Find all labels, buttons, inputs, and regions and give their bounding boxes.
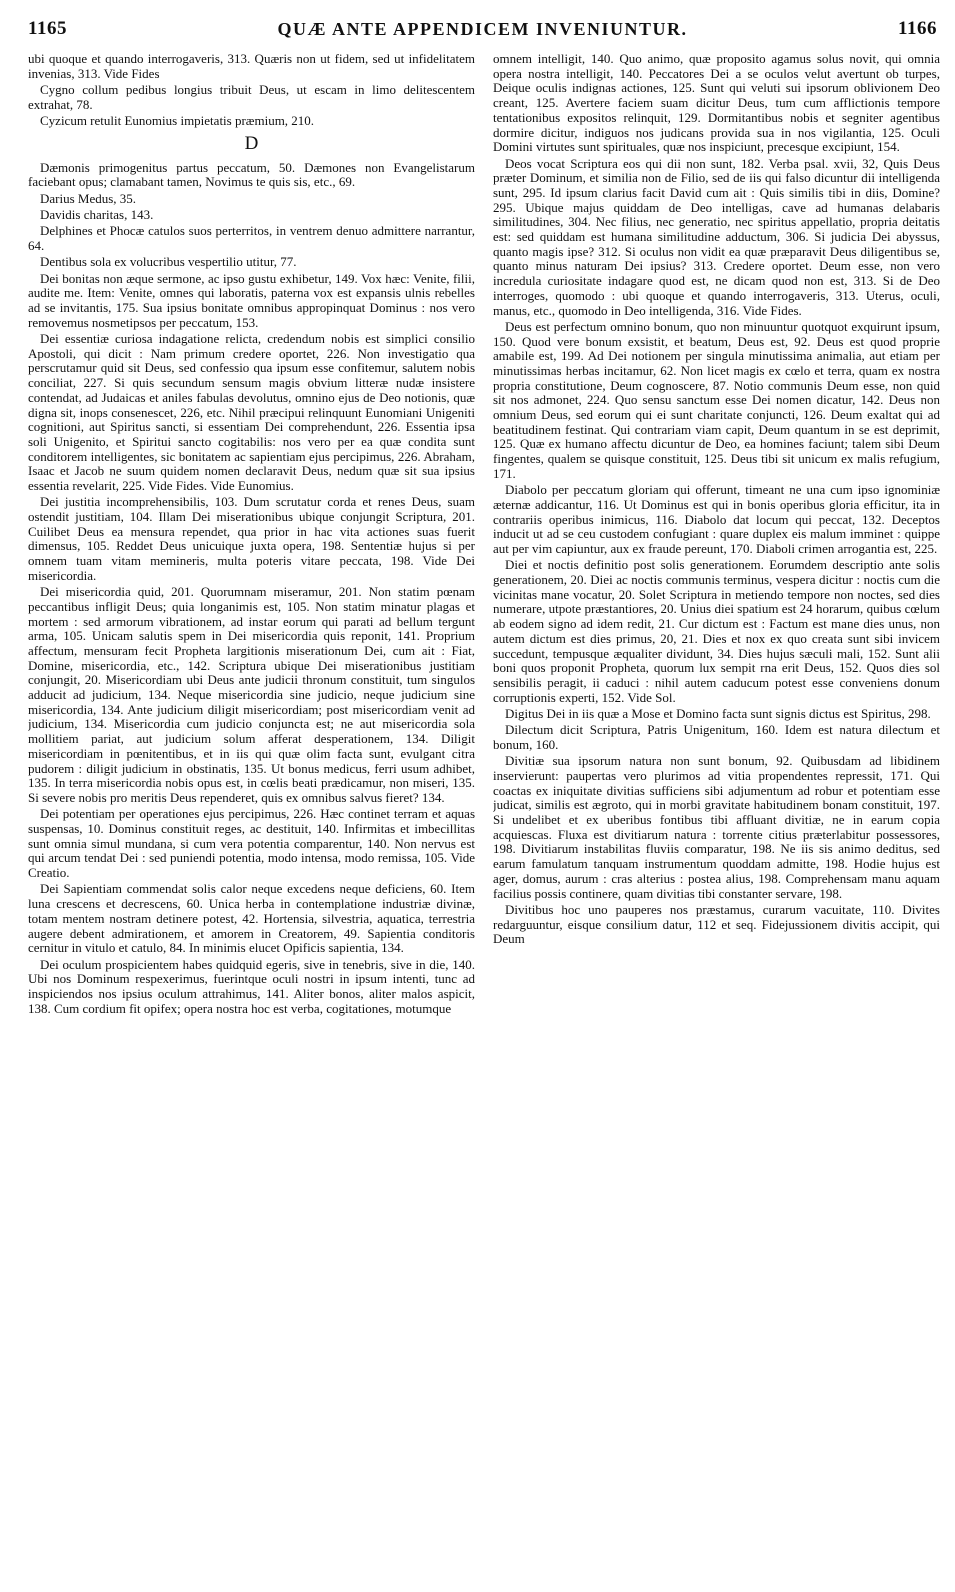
index-entry: Dei oculum prospicientem habes quidquid egeris, sive in tenebris, sive in die, 140. Ubi nos Dominum respexerimus, fuerintque oculi nostri in ipsum intenti, tunc ad inspiciendos nos ipsius oculum attrahimus, 141. Aliter bonos, aliter malos aspicit, 138. Cum cordium fit opifex; opera nostra hoc est verba, cogitationes, motumque (28, 956, 475, 1016)
index-entry: ubi quoque et quando interrogaveris, 313. Quæris non ut fidem, sed ut infidelitatem invenias, 313. Vide Fides (28, 52, 475, 81)
index-entry: Diei et noctis definitio post solis generationem. Eorumdem descriptio ante solis generationem, 20. Diei ac noctis communis terminus, vespera dicitur : noctis cum die vicinitas mane vocatur, 20. Solet Scriptura in metiendo tempore non noctes, sed dies numerare, utpote præstantiores, 20. Unius diei spatium est 24 horarum, quibus cœlum ab eodem signo ad idem redit, 21. Cur dictum est : Factum est mane dies unus, non autem dictum est dies primus, 20, 21. Dies et nox ex quo creata sunt sibi invicem succedunt, tempusque æqualiter dividunt, 34. Dies hujus sæculi mali, 152. Sunt alii boni quos proponit Propheta, quorum lux sempit rna erit Deus, 152. Quos dies sol sensibilis peragit, ii caduci : nihil autem caducum potest esse conveniens donum corruptionis experti, 152. Vide Sol. (493, 557, 940, 705)
index-entry: Digitus Dei in iis quæ a Mose et Domino facta sunt signis dictus est Spiritus, 298. (505, 705, 931, 721)
index-entry: Divitibus hoc uno pauperes nos præstamus, curarum vacuitate, 110. Divites redarguuntur, eisque consilium datur, 112 et seq. Fidejussionem divitis accipit, qui Deum (493, 901, 940, 947)
index-entry: Diabolo per peccatum gloriam qui offerunt, timeant ne una cum ipso ignominiæ æternæ addicantur, 116. Ut Dominus est qui in bonis operibus gloria efficitur, ita in contrariis operibus inimicus, 116. Diabolo dat locum qui peccat, 132. Deceptos inducit ut ad se ceu custodem confugiant : quare duplex eis malum imminet : quippe aut per vim capiuntur, aux ex fraude pereunt, 170. Diaboli crimen arrogantia est, 225. (493, 482, 940, 556)
index-entry: Dei Sapientiam commendat solis calor neque excedens neque deficiens, 60. Item luna crescens et decrescens, 60. Unica herba in contemplatione industriæ divinæ, totam mentem nostram detinere potest, 42. Hortensia, silvestria, aquatica, terrestria augere debent admirationem, et amorem in Creatorem, 49. Sapientia conditoris cernitur in vitulo et catulo, 84. In minimis elucet Opificis sapientia, 134. (28, 881, 475, 956)
text-columns (28, 52, 940, 1582)
right-column (493, 52, 940, 1582)
page-number-left: 1165 (28, 18, 67, 39)
index-entry: Dei misericordia quid, 201. Quorumnam miseramur, 201. Non statim pœnam peccantibus infligit Deus; quia longanimis est, 105. Non statim minatur plagas et mortem : sed armorum vibrationem, ad instar eorum qui parati ad bellum tergunt arma, 105. Unicam salutis spem in Dei misericordia quis reponit, 141. Proprium affectum, mensuram fecit Propheta largitionis miserationum Dei, cum ait : Fiat, Domine, misericordia, etc., 142. Scriptura ubique Dei miserationibus justitiam conjungit, 20. Misericordiam ubi Deus ante judicii thronum constituit, tum singulos adducit ad judicium, 134. Neque misericordia sine judicio, neque judicium sine misericordia, 134. Ante judicium diligit misericordiam; post misericordiam venit ad judicium, 134. Misericordia cum judicio conjuncta est; ne aut misericordia sola mollitiem pariat, aut judicium solum afferat desperationem, 134. Diligit misericordiam in pœnitentibus, et in iis qui quæ olim facta sunt, evulgant citra pudorem : diligit judicium in obstinatis, 135. Ut bonus medicus, ferri usum adhibet, 135. In terra misericordia nobis opus est, in cœlis beati prædicamur, non miseri, 135. Si severe nobis pro meritis Deus rependeret, quis ex omnibus salvus fieret? 134. (28, 584, 475, 805)
index-entry: Dei bonitas non æque sermone, ac ipso gustu exhibetur, 149. Vox hæc: Venite, filii, audite me. Item: Venite, omnes qui laboratis, paterna vox est expansis ulnis rebelles ad se invitantis, 175. Sua ipsius bonitate omnibus appropinquat Dominus : nos vero removemus nosmetipsos per peccatum, 153. (28, 270, 475, 330)
index-entry: Dei essentiæ curiosa indagatione relicta, credendum nobis est simplici consilio Apostoli, qui dicit : Nam primum credere oportet, 226. Non investigatio qua perscrutamur quid sit Deus, sed confessio qua ipsum esse confitemur, salutem nobis conciliat, 227. Si quis secundum sensum magis obvium litteræ nudæ insistere contendat, ad Judaicas et aniles fabulas devolutus, omnino ejus de Deo notionis, quæ digna sit, inops consenescet, 226, etc. Nihil præcipui relinquunt Eunomiani Unigeniti cognitioni, aut Spiritus sancti, si essentiam Dei comprehendunt, 226. Essentia ipsa soli Unigenito, et Spiritui sancto cogitabilis: nos vero per ea quæ condita sunt conditorem intelligentes, sic bonitatem ac sapientiam ejus percipimus, 226. Abraham, Isaac et Jacob ne suum quidem nomen declaravit Deus, nedum quæ sit sua ipsius essentia revelarit, 225. Vide Fides. Vide Eunomius. (28, 331, 475, 494)
index-entry: Dei potentiam per operationes ejus percipimus, 226. Hæc continet terram et aquas suspensas, 10. Dominus constituit reges, ac destituit, 140. Infirmitas et imbecillitas sunt omnia simul mundana, si cum vera potentia comparentur, 140. Non nervus est qui arcum tendat Dei : sed puniendi potentia, modo intensa, modo remissa, 105. Vide Creatio. (28, 806, 475, 881)
index-entry: Cyzicum retulit Eunomius impietatis præmium, 210. (40, 113, 315, 128)
index-entry: Dilectum dicit Scriptura, Patris Unigenitum, 160. Idem est natura dilectum et bonum, 160. (493, 722, 940, 752)
running-title: QUÆ ANTE APPENDICEM INVENIUNTUR. (277, 18, 688, 39)
page-header (28, 12, 937, 46)
index-entry: Darius Medus, 35. (40, 190, 137, 206)
index-entry: Dentibus sola ex volucribus vespertilio utitur, 77. (40, 254, 297, 270)
left-column (28, 52, 475, 1582)
index-entry: Cygno collum pedibus longius tribuit Deus, ut escam in limo delitescentem extrahat, 78. (28, 82, 475, 112)
index-entry: Deos vocat Scriptura eos qui dii non sunt, 182. Verba psal. xvii, 32, Quis Deus præter Dominum, et similia non de Filio, sed de iis qui falso dicuntur dii intelligenda sunt, 295. Id ipsum clarius facit David cum ait : Quis similis tibi in diis, Domine? 295. Ubique majus quiddam de Deo intelligas, cave ad humanas delabaris similitudines, 304. Nec filius, nec generatio, nec spiritus appellatio, propria deitatis est: sed quiddam est humana similitudine adductum, 306. Si judicia Dei abyssus, quanto magis ipse? 312. Si oculus non vidit ea quæ præparavit Deus diligentibus se, quanto minus naturam Dei ipsius? 313. Credere oportet. Deum esse, non vero incredula curiositate indagare quod est, ne dicam quod non est, 313. Si de Deo interroges, quomodo : ubi quoque et quando interrogaveris, 313. Uterus, oculi, manus, etc., quomodo in Deo intelligenda, 316. Vide Fides. (493, 155, 940, 318)
index-entry: Divitiæ sua ipsorum natura non sunt bonum, 92. Quibusdam ad libidinem inservierunt: paupertas vero plurimos ad vitia propendentes repressit, 171. Qui coactas ex iniquitate divitias sufficiens sibi adjumentum ad robur et potentiam esse judicat, similis est ægroto, qui in morbi gravitate habitudinem bonam constituit, 197. Si undelibet et ex uberibus fontibus tibi affluant divitiæ, ne in earum copia acquiescas. Fluxa est divitiarum natura : torrente citius præterlabitur possessores, 198. Divitiarum instabilitas fluviis comparatur, 198. Ne iis sis animo deditus, sed earum famulatum tanquam instrumentum quoddam admitte, 198. Hodie hujus est ager, domus, aurum : cras alterius : postea alius, 198. Comprehensam manu aquam facilius possis continere, quam divitias tibi constanter servare, 198. (493, 753, 940, 901)
index-entry: omnem intelligit, 140. Quo animo, quæ proposito agamus solus novit, qui omnia opera nostra intelligit, 140. Peccatores Dei a se oculos velut avertunt ob turpes, Deique oculis indignas actiones, 125. Sunt qui veluti sui ipsorum oblivionem Deo creant, 125. Avertere faciem suam dicitur Deus, tum cum afflictionis tempore tentationibus expositos relinquit, 129. Dormitantibus nobis et segniter agentibus dormire dicitur, indiguos nos judicans provida sua in nos vigilantia, 125. Oculi Domini virtutes sunt spirituales, quæ nos inspiciunt, precesque excipiunt, 154. (493, 52, 940, 155)
index-entry: Dæmonis primogenitus partus peccatum, 50. Dæmones non Evangelistarum faciebant opus; clamabant tamen, Novimus te quis sis, etc., 69. (28, 159, 475, 190)
index-entry: Delphines et Phocæ catulos suos perterritos, in ventrem denuo admittere narrantur, 64. (28, 223, 475, 253)
index-entry: Dei justitia incomprehensibilis, 103. Dum scrutatur corda et renes Deus, suam ostendit justitiam, 104. Illam Dei miserationibus ubique conjungit Scriptura, 201. Cuilibet Deus ea mensura rependet, qua prior in hac vita actiones suas fuerit dimensus, 105. Reddet Deus unicuique juxta opera, 198. Sententiæ hujus si per omnem tuam vitam memineris, multa poteris vitare peccata, 198. Vide Dei misericordia. (28, 494, 475, 583)
page-number-right: 1166 (898, 18, 937, 39)
index-entry: Davidis charitas, 143. (40, 207, 154, 222)
index-entry: Deus est perfectum omnino bonum, quo non minuuntur quotquot exquirunt ipsum, 150. Quod vere bonum exsistit, et beatum, Deus est, 92. Deus est quod proprie amabile est, 199. Ad Dei notionem per singula minutissima animalia, aut etiam per minutissimas herbas incitamur, 62. Non licet magis ex cœlo et terra, quam ex nostra propria constitutione, Deum cognoscere, 87. Notio communis Deum esse, non quid sit nos admonet, 224. Quo sensu sanctum esse Dei nomen dicatur, 142. Deus non omnium Deus, sed eorum qui ei sunt charitate conjuncti, 126. Deum exaltat qui ad beatitudinem festinat. Qui contrariam viam capit, Deum quantum in se est deprimit, 125. Quæ ex humano affectu dicuntur de Deo, ea homines faciunt; talem sibi Deum fingentes, qualem se quisque constituit, 125. Deus tibi sit unicum ex malis refugium, 171. (493, 318, 940, 481)
section-letter: D (244, 132, 259, 154)
